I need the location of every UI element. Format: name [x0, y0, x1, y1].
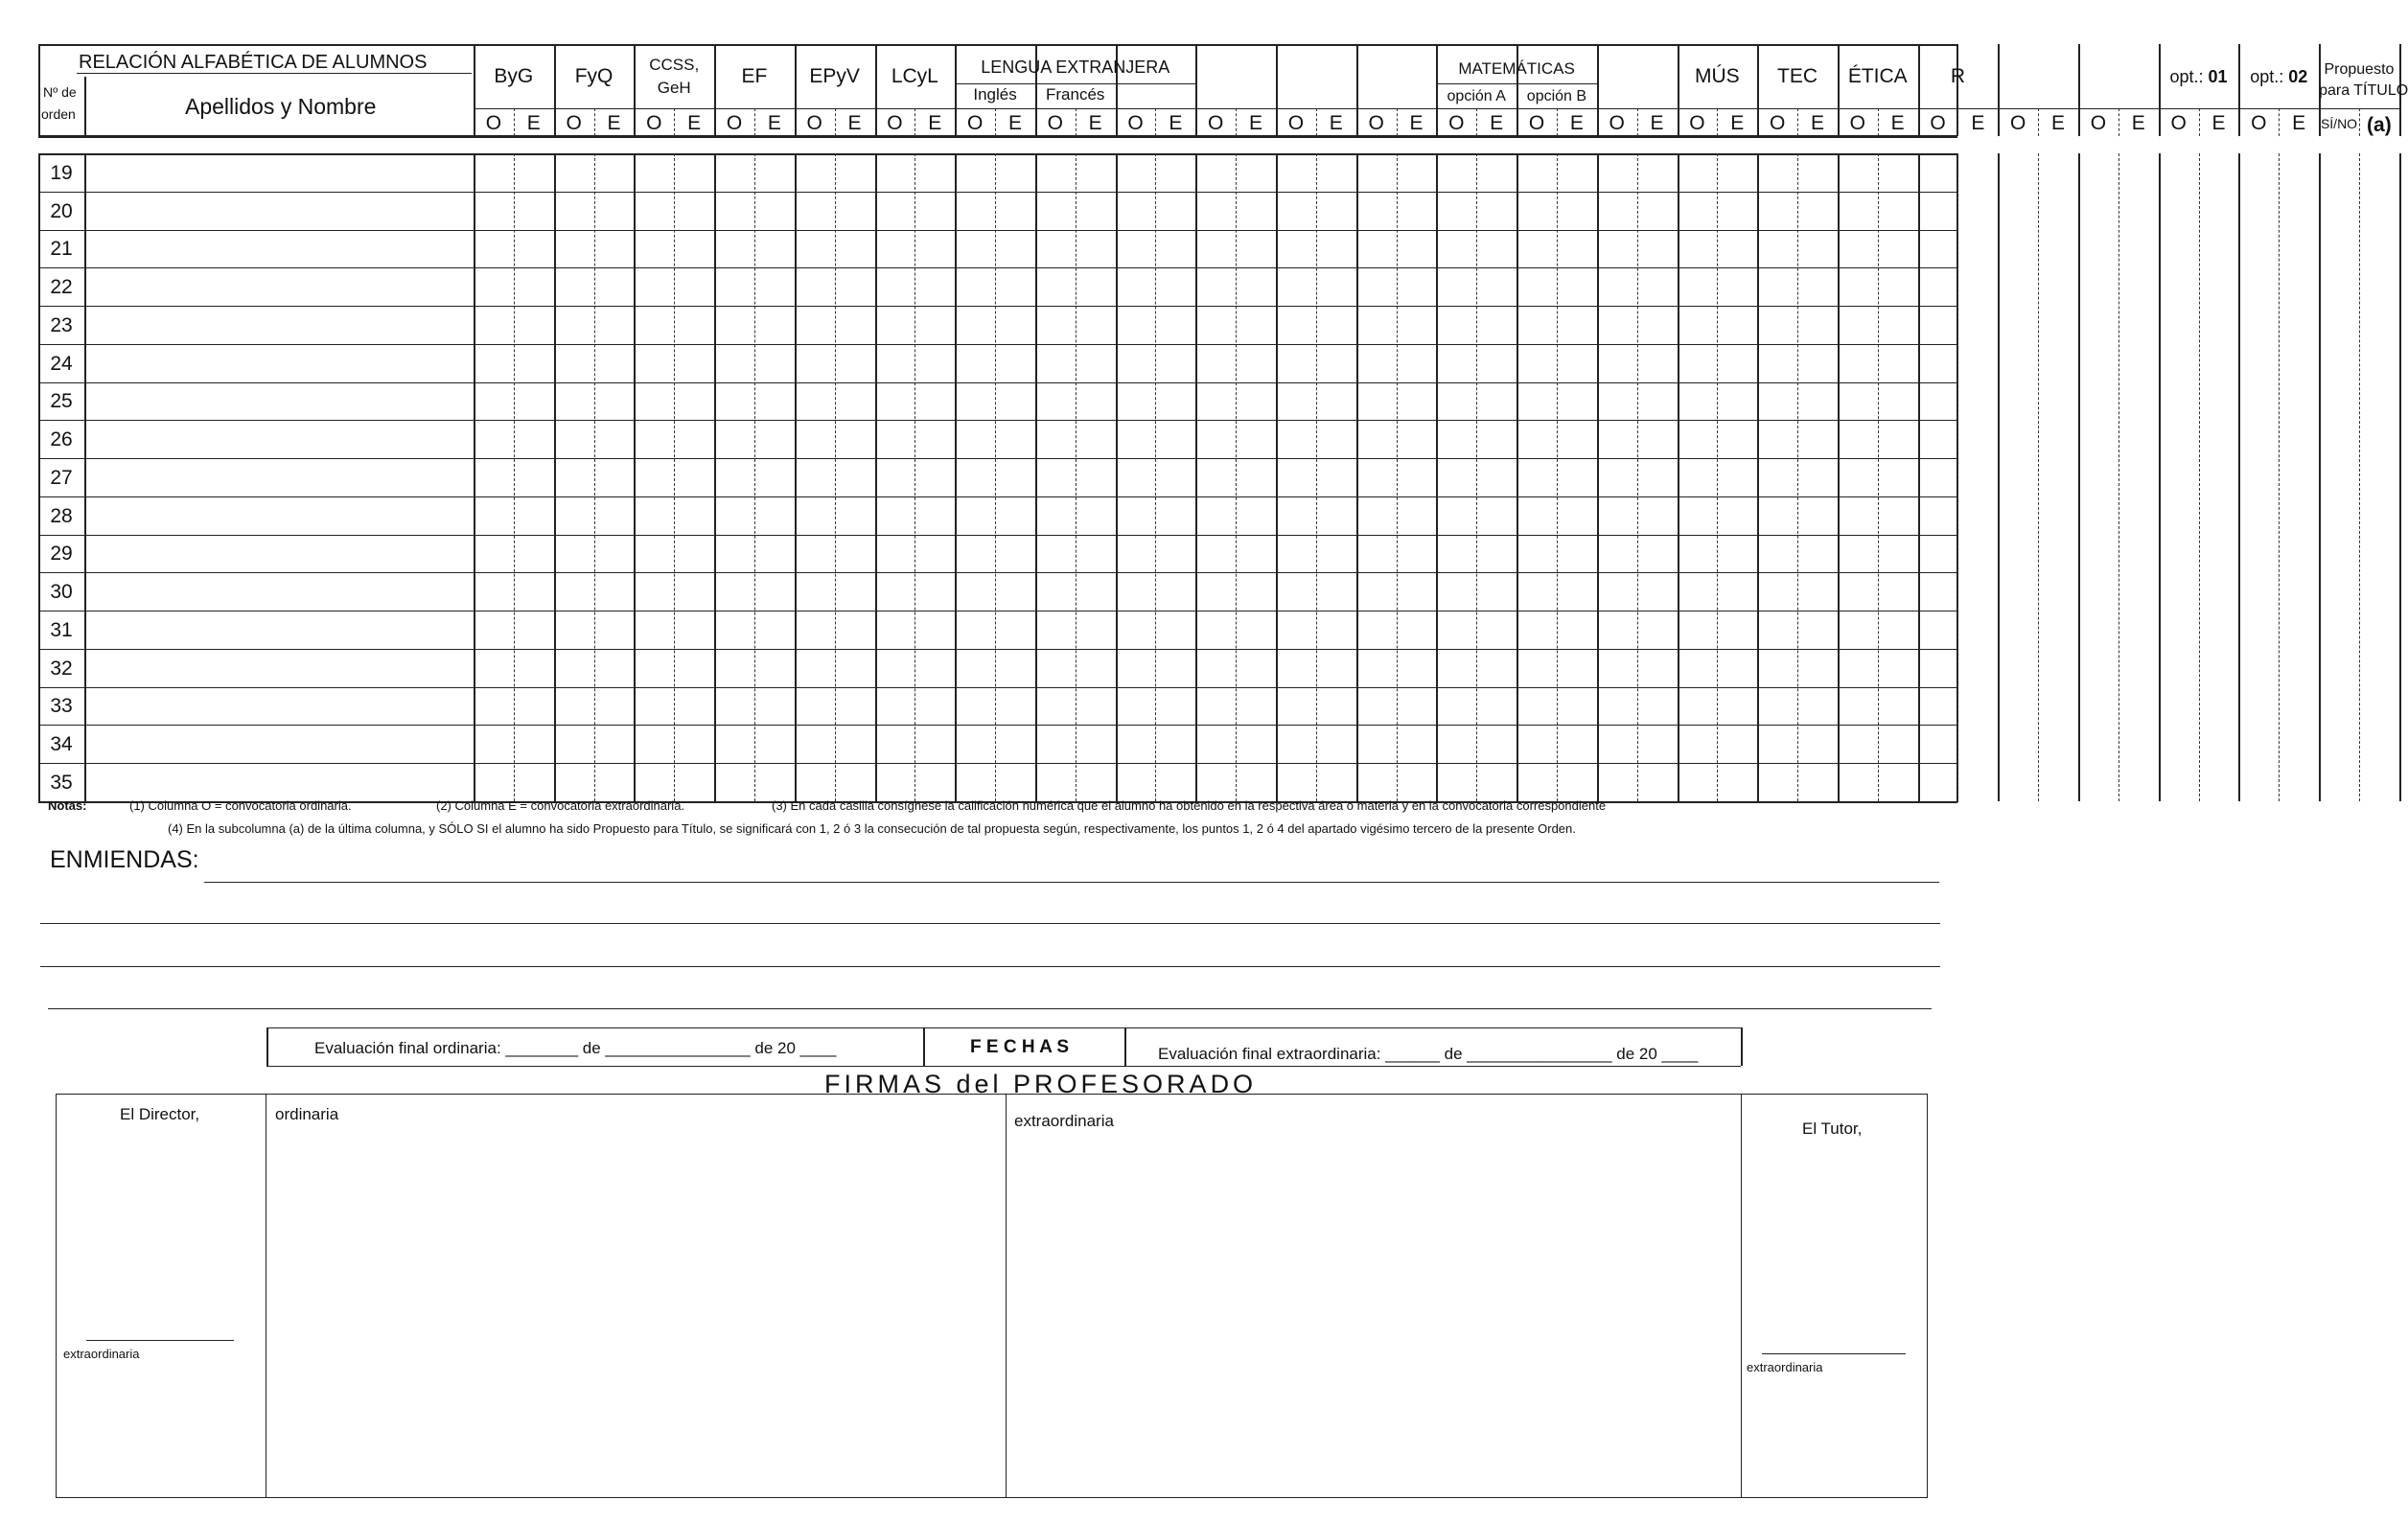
- header-bottom-border: [38, 135, 1957, 138]
- fechas-div-2: [1124, 1027, 1126, 1066]
- row-number: 30: [50, 581, 73, 604]
- relacion-title: RELACIÓN ALFABÉTICA DE ALUMNOS: [79, 52, 428, 73]
- e-label: E: [1971, 112, 1985, 134]
- row-number: 23: [50, 313, 73, 336]
- subcolumn-divider-body: [1316, 153, 1317, 801]
- row-number: 31: [50, 618, 73, 641]
- row-number: 27: [50, 466, 73, 489]
- subject-label: FyQ: [574, 65, 614, 87]
- column-divider-body: [474, 153, 475, 801]
- row-number: 20: [50, 199, 73, 222]
- o-label: O: [566, 112, 582, 134]
- row-divider: [38, 611, 1957, 612]
- opt1-label-number: 01: [2208, 67, 2228, 86]
- o-label: O: [1287, 112, 1305, 134]
- subcolumn-divider-body: [2359, 153, 2360, 801]
- e-label: E: [2292, 112, 2306, 134]
- column-divider-body: [1517, 153, 1518, 801]
- extraordinaria-label: extraordinaria: [1014, 1112, 1114, 1130]
- director-label: El Director,: [120, 1105, 200, 1123]
- subcolumn-divider-body: [674, 153, 675, 801]
- o-label: O: [1769, 112, 1786, 134]
- subcolumn-divider-body: [1957, 153, 1958, 801]
- matematicas-label: MATEMÁTICAS: [1458, 59, 1575, 78]
- subcolumn-divider-body: [1878, 153, 1879, 801]
- subcolumn-divider-body: [835, 153, 836, 801]
- note-2: (2) Columna E = convocatoria extraordinaria.: [436, 798, 685, 813]
- row-number: 21: [50, 238, 73, 261]
- e-label: E: [2211, 112, 2226, 134]
- tutor-signature-line: [1762, 1353, 1906, 1354]
- subject-label-2: GeH: [657, 79, 691, 97]
- subject-label: MÚS: [1695, 65, 1740, 87]
- column-divider-body: [1597, 153, 1599, 801]
- subject-label: ÉTICA: [1847, 65, 1908, 87]
- row-divider: [38, 535, 1957, 536]
- column-divider-body: [2078, 153, 2080, 801]
- para-titulo-label: para TÍTULO: [2319, 82, 2408, 99]
- firmas-top: [56, 1094, 1928, 1095]
- column-divider-body: [955, 153, 957, 801]
- enmiendas-line-4: [48, 1008, 1932, 1009]
- e-label: E: [928, 112, 942, 134]
- e-label: E: [1810, 112, 1824, 134]
- fecha-extraordinaria: Evaluación final extraordinaria: ______ de ________________ de 20 ____: [1158, 1045, 1699, 1063]
- column-divider-body: [1276, 153, 1278, 801]
- row-number: 34: [50, 733, 73, 756]
- column-divider-body: [2319, 153, 2321, 801]
- e-label: E: [687, 112, 702, 134]
- row-number: 25: [50, 390, 73, 413]
- opt2-label: [2238, 67, 2319, 87]
- row-divider: [38, 192, 1957, 193]
- e-label: E: [1249, 112, 1263, 134]
- column-divider-body: [795, 153, 797, 801]
- ordinaria-label: ordinaria: [275, 1105, 339, 1123]
- subcolumn-divider-body: [1236, 153, 1237, 801]
- no-de-label: Nº de: [43, 84, 77, 100]
- column-divider-body: [714, 153, 716, 801]
- column-divider-body: [1757, 153, 1759, 801]
- row-number: 26: [50, 428, 73, 451]
- column-divider-body: [2238, 153, 2240, 801]
- orden-label: orden: [41, 106, 76, 122]
- o-label: O: [2090, 112, 2107, 134]
- body-top-border: [38, 153, 1957, 155]
- o-label: O: [485, 112, 502, 134]
- subject-label: CCSS,: [649, 56, 700, 74]
- o-label: O: [1047, 112, 1063, 134]
- fechas-bottom: [266, 1066, 1741, 1067]
- o-label: O: [1208, 112, 1224, 134]
- lengua-sub-divider: [1116, 83, 1117, 108]
- enmiendas-label: ENMIENDAS:: [50, 846, 199, 873]
- director-signature-line: [86, 1340, 234, 1341]
- firmas-bottom: [56, 1497, 1928, 1498]
- column-divider-body: [1356, 153, 1358, 801]
- number-col-divider-body: [84, 153, 86, 802]
- row-number: 32: [50, 657, 73, 680]
- number-col-divider-header: [84, 77, 86, 136]
- note-3: (3) En cada casilla consígnese la calificación numérica que el alumno ha obtenido en la respectiva área o materia y en la convocatoria correspondiente: [772, 798, 1607, 813]
- enmiendas-line-2: [40, 923, 1940, 924]
- o-label: O: [1127, 112, 1144, 134]
- o-label: O: [1849, 112, 1865, 134]
- o-label: O: [2010, 112, 2026, 134]
- enmiendas-line-3: [40, 966, 1940, 967]
- row-divider: [38, 344, 1957, 345]
- firmas-right: [1927, 1094, 1928, 1497]
- row-divider: [38, 687, 1957, 688]
- subject-label: EPyV: [809, 65, 860, 87]
- column-divider-body: [1436, 153, 1438, 801]
- column-divider-body: [875, 153, 877, 801]
- column-divider-body: [1918, 153, 1920, 801]
- e-label: E: [1088, 112, 1102, 134]
- lengua-line: [955, 83, 1195, 84]
- column-divider-body: [1998, 153, 2000, 801]
- e-label: E: [1169, 112, 1183, 134]
- column-divider-body: [554, 153, 556, 801]
- notes-label: Notas:: [48, 798, 87, 813]
- opt1-label: [2159, 67, 2239, 87]
- propuesto-label: Propuesto: [2324, 61, 2395, 78]
- si-no-label: SÍ/NO: [2320, 116, 2358, 131]
- subcolumn-divider-body: [1797, 153, 1798, 801]
- row-number: 33: [50, 695, 73, 718]
- row-divider: [38, 763, 1957, 764]
- subcolumn-divider-body: [1637, 153, 1638, 801]
- o-label: O: [806, 112, 822, 134]
- e-label: E: [1569, 112, 1584, 134]
- fechas-title: F E C H A S: [970, 1037, 1070, 1057]
- subcolumn-divider-body: [1155, 153, 1156, 801]
- subcolumn-divider-body: [995, 153, 996, 801]
- frances-label: Francés: [1046, 85, 1105, 104]
- e-label: E: [1490, 112, 1504, 134]
- opcion-b-label: opción B: [1526, 88, 1587, 104]
- column-divider-body: [634, 153, 636, 801]
- a-label: (a): [2367, 114, 2392, 136]
- subcolumn-divider-body: [2279, 153, 2280, 801]
- tutor-extraordinaria-label: extraordinaria: [1747, 1360, 1823, 1374]
- row-number: 35: [50, 772, 73, 794]
- e-label: E: [2051, 112, 2066, 134]
- e-label: E: [1329, 112, 1343, 134]
- subcolumn-divider-body: [2038, 153, 2039, 801]
- e-label: E: [1409, 112, 1424, 134]
- row-divider: [38, 572, 1957, 573]
- o-label: O: [1609, 112, 1625, 134]
- o-label: O: [1368, 112, 1384, 134]
- o-label: O: [1448, 112, 1465, 134]
- o-label: O: [887, 112, 903, 134]
- column-divider-body: [1116, 153, 1118, 801]
- row-divider: [38, 649, 1957, 650]
- o-label: O: [646, 112, 662, 134]
- row-divider: [38, 267, 1957, 268]
- ingles-label: Inglés: [973, 85, 1017, 104]
- o-label: O: [1689, 112, 1705, 134]
- subject-label: EF: [741, 65, 768, 87]
- opt2-label-prefix: opt.:: [2250, 67, 2289, 86]
- o-label: O: [1930, 112, 1946, 134]
- row-divider: [38, 382, 1957, 383]
- subject-label: R: [1950, 65, 1966, 87]
- row-number: 19: [50, 161, 73, 184]
- subcolumn-divider-body: [514, 153, 515, 801]
- o-label: O: [966, 112, 984, 134]
- firmas-title: FIRMAS del PROFESORADO: [824, 1070, 1258, 1098]
- note-4: (4) En la subcolumna (a) de la última columna, y SÓLO SI el alumno ha sido Propuesto para Título, se significará con 1, 2 ó 3 la consecución de tal propuesta según, respectivamente, los puntos 1, 2 ó 4 del apartado vigésimo tercero de la presente Orden.: [168, 821, 1576, 836]
- lengua-label: LENGUA EXTRANJERA: [981, 58, 1170, 77]
- subject-label: ByG: [494, 65, 534, 87]
- o-label: O: [2170, 112, 2187, 134]
- row-divider: [38, 496, 1957, 497]
- fecha-ordinaria: Evaluación final ordinaria: ________ de ________________ de 20 ____: [314, 1039, 837, 1057]
- opcion-a-label: opción A: [1447, 88, 1506, 104]
- row-number: 22: [50, 276, 73, 299]
- table-top-border: [38, 44, 1957, 46]
- firmas-div-2: [1006, 1094, 1007, 1497]
- o-label: O: [2251, 112, 2267, 134]
- note-1: (1) Columna O = convocatoria ordinaria.: [129, 798, 352, 813]
- subcolumn-divider-body: [1557, 153, 1558, 801]
- subcolumn-divider-body: [754, 153, 755, 801]
- e-label: E: [1890, 112, 1905, 134]
- firmas-div-3: [1741, 1094, 1742, 1497]
- e-label: E: [2131, 112, 2145, 134]
- tutor-label: El Tutor,: [1802, 1119, 1863, 1138]
- firmas-left: [56, 1094, 57, 1497]
- row-divider: [38, 420, 1957, 421]
- row-number: 24: [50, 352, 73, 375]
- subcolumn-divider-body: [1717, 153, 1718, 801]
- e-label: E: [526, 112, 541, 134]
- subject-label: TEC: [1777, 65, 1818, 87]
- fechas-left: [266, 1027, 268, 1066]
- fechas-right: [1741, 1027, 1743, 1066]
- fechas-div-1: [923, 1027, 925, 1066]
- apellidos-label: Apellidos y Nombre: [185, 94, 377, 119]
- frame-left-header: [38, 44, 40, 136]
- row-divider: [38, 230, 1957, 231]
- column-divider-body: [2399, 153, 2401, 801]
- subcolumn-divider-body: [1397, 153, 1398, 801]
- fechas-top: [266, 1027, 1741, 1028]
- subcolumn-divider-body: [1076, 153, 1077, 801]
- opt2-label-number: 02: [2288, 67, 2308, 86]
- column-divider-body: [1035, 153, 1037, 801]
- director-extraordinaria-label: extraordinaria: [63, 1347, 140, 1361]
- row-divider: [38, 725, 1957, 726]
- row-divider: [38, 306, 1957, 307]
- column-divider-body: [1195, 153, 1197, 801]
- o-label: O: [1528, 112, 1545, 134]
- e-label: E: [767, 112, 781, 134]
- e-label: E: [1007, 112, 1022, 134]
- row-divider: [38, 458, 1957, 459]
- e-label: E: [607, 112, 621, 134]
- e-label: E: [847, 112, 862, 134]
- enmiendas-line-1: [204, 882, 1939, 883]
- o-label: O: [726, 112, 743, 134]
- subcolumn-divider-body: [1476, 153, 1477, 801]
- e-label: E: [1650, 112, 1664, 134]
- e-label: E: [1730, 112, 1745, 134]
- column-divider-body: [2159, 153, 2161, 801]
- opt1-label-prefix: opt.:: [2169, 67, 2209, 86]
- subcolumn-divider-body: [2199, 153, 2200, 801]
- subcolumn-divider-body: [594, 153, 595, 801]
- row-number: 28: [50, 504, 73, 527]
- column-divider-body: [1838, 153, 1840, 801]
- column-divider-body: [1678, 153, 1679, 801]
- subject-label: LCyL: [891, 65, 938, 87]
- row-number: 29: [50, 542, 73, 565]
- subheader-row-line: [474, 108, 2399, 109]
